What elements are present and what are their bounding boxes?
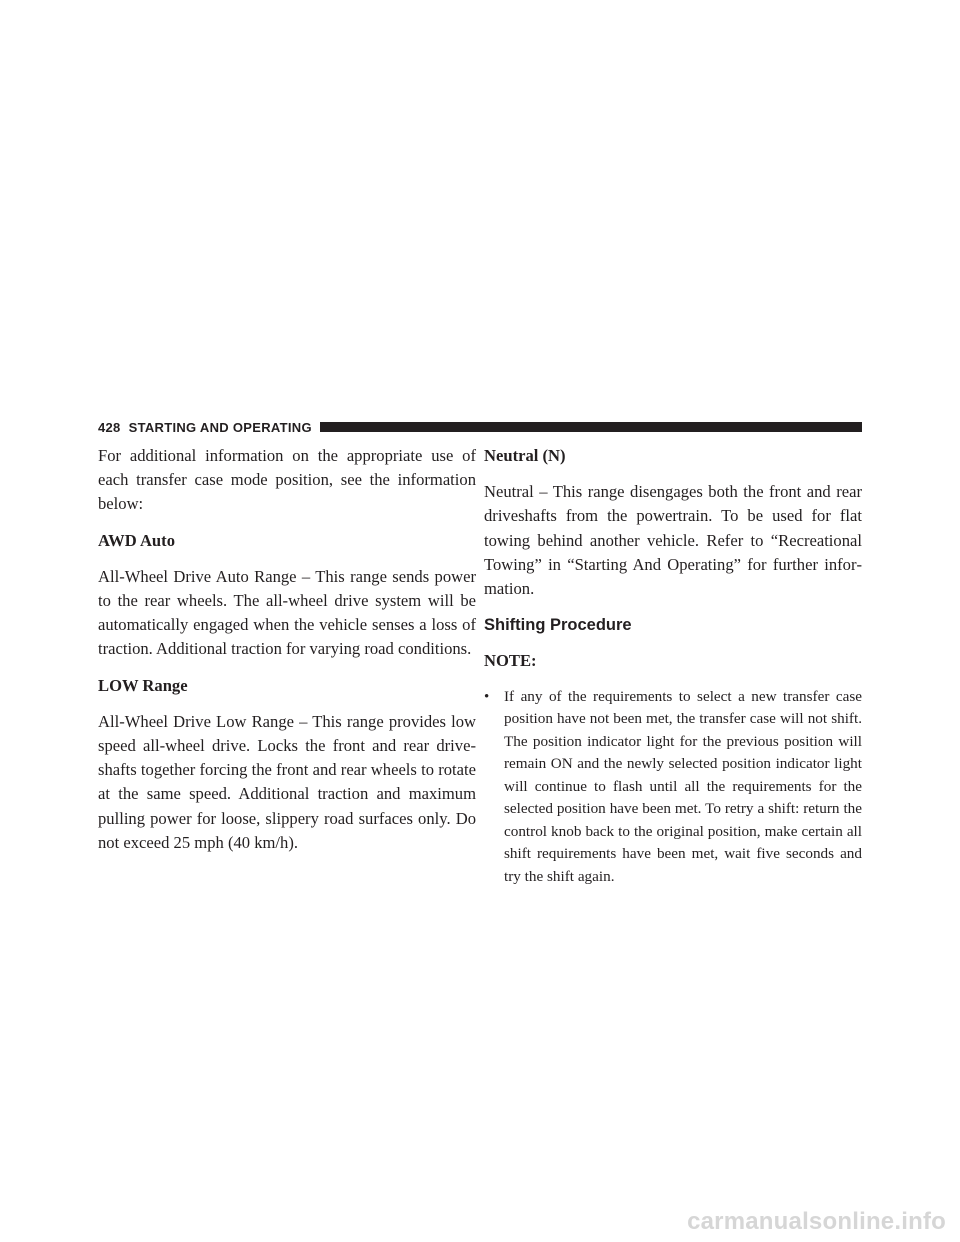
note-bullet-item (484, 686, 862, 889)
bullet-icon: • (484, 688, 490, 705)
right-column (484, 444, 862, 888)
shifting-procedure-heading: Shifting Procedure (484, 616, 632, 635)
low-range-heading: LOW Range (98, 675, 188, 695)
low-range-paragraph: All-Wheel Drive Low Range – This range provides low speed all-wheel drive. Locks the front and rear driveshafts together forcing the front and rear wheels to rotate at the same speed. Additional traction and maximum pulling power for loose, slippery road surfaces only. Do not exceed 25 mph (40 km/h). (98, 711, 476, 852)
note-bullet-text: If any of the requirements to select a new transfer case position have not been met, the transfer case will not shift. The position indicator light for the previous position will remain ON and the newly selected position indicator light will continue to flash until all the requirements for the selected position have been met. To retry a shift: return the control knob back to the original position, make certain all shift requirements have been met, wait five seconds and try the shift again. (504, 687, 862, 885)
neutral-heading: Neutral (N) (484, 446, 566, 465)
page-number: 428 (98, 419, 121, 435)
neutral-paragraph: Neutral – This range disengages both the front and rear driveshafts from the powertrain. To be used for flat towing behind another vehicle. Refer to “Recreational Towing” in “Starting And Operating” for further information. (484, 482, 862, 599)
left-column (98, 444, 476, 867)
awd-auto-heading: AWD Auto (98, 530, 175, 550)
section-title: STARTING AND OPERATING (128, 419, 312, 435)
header-rule (320, 422, 862, 432)
page-header (98, 418, 862, 436)
awd-auto-paragraph: All-Wheel Drive Auto Range – This range sends power to the rear wheels. The all-wheel drive system will be automatically engaged when the vehicle senses a loss of traction. Additional traction for varying road conditions. (98, 566, 476, 659)
intro-paragraph: For additional information on the appropriate use of each transfer case mode position, see the information below: (98, 446, 476, 514)
watermark: carmanualsonline.info (687, 1208, 946, 1235)
note-label: NOTE: (484, 651, 537, 671)
